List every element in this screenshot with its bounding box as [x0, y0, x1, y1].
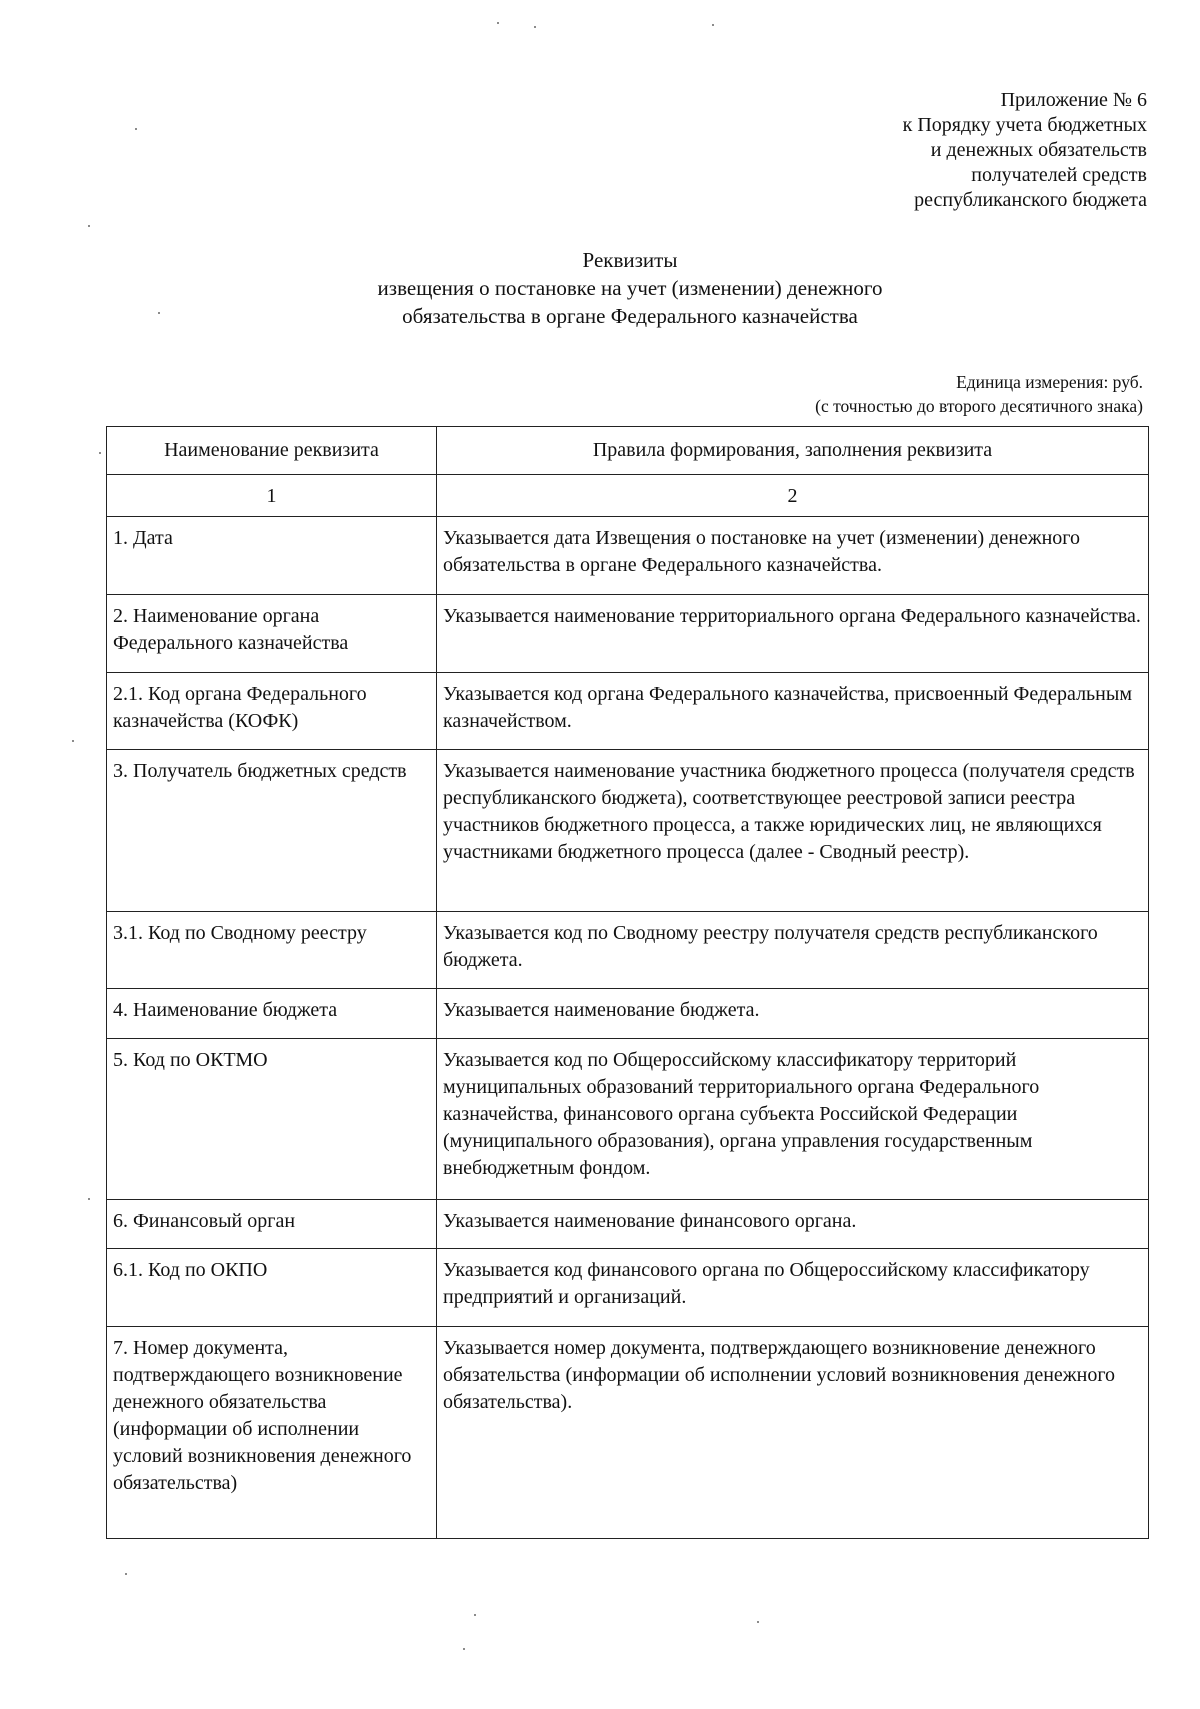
- requisites-table: [106, 426, 1149, 1539]
- column-number: 2: [437, 475, 1149, 517]
- scan-speck: [463, 1648, 465, 1650]
- scan-speck: [88, 225, 90, 227]
- scan-speck: [497, 22, 499, 24]
- annex-line: республиканского бюджета: [914, 189, 1147, 211]
- requisite-rule: Указывается наименование финансового органа.: [437, 1200, 1149, 1249]
- requisite-name: 6.1. Код по ОКПО: [107, 1249, 437, 1327]
- table-row: [107, 673, 1149, 750]
- requisite-rule: Указывается дата Извещения о постановке на учет (изменении) денежного обязательства в органе Федерального казначейства.: [437, 517, 1149, 595]
- table-row: [107, 1249, 1149, 1327]
- requisite-name: 1. Дата: [107, 517, 437, 595]
- column-header-rules: Правила формирования, заполнения реквизита: [437, 427, 1149, 475]
- table-row: [107, 1200, 1149, 1249]
- scan-speck: [125, 1573, 127, 1575]
- requisite-rule: Указывается код органа Федерального казначейства, присвоенный Федеральным казначейством.: [437, 673, 1149, 750]
- annex-heading: [903, 88, 1147, 213]
- table-row: [107, 750, 1149, 912]
- table-row: [107, 989, 1149, 1039]
- requisite-rule: Указывается код по Сводному реестру получателя средств республиканского бюджета.: [437, 912, 1149, 989]
- requisite-rule: Указывается наименование бюджета.: [437, 989, 1149, 1039]
- table-header-row: [107, 427, 1149, 475]
- unit-note: (с точностью до второго десятичного знака): [815, 396, 1143, 416]
- table-row: [107, 1039, 1149, 1200]
- document-title: [0, 246, 1200, 330]
- table-row: [107, 595, 1149, 673]
- unit-of-measure: [815, 370, 1143, 418]
- scan-speck: [712, 24, 714, 26]
- table-row: [107, 1327, 1149, 1539]
- column-header-name: Наименование реквизита: [107, 427, 437, 475]
- scan-speck: [72, 740, 74, 742]
- requisite-rule: Указывается код по Общероссийскому классификатору территорий муниципальных образований территориального органа Федерального казначейства, финансового органа субъекта Российской Федерации (муниципального образования), органа управления государственным внебюджетным фондом.: [437, 1039, 1149, 1200]
- requisite-rule: Указывается наименование территориального органа Федерального казначейства.: [437, 595, 1149, 673]
- annex-line: к Порядку учета бюджетных: [902, 114, 1147, 136]
- scan-speck: [88, 1198, 90, 1200]
- scan-speck: [534, 26, 536, 28]
- title-line: извещения о постановке на учет (изменении) денежного: [377, 276, 883, 300]
- requisite-name: 3. Получатель бюджетных средств: [107, 750, 437, 912]
- unit-line: Единица измерения: руб.: [956, 372, 1143, 392]
- requisite-name: 3.1. Код по Сводному реестру: [107, 912, 437, 989]
- requisite-name: 6. Финансовый орган: [107, 1200, 437, 1249]
- requisite-name: 7. Номер документа, подтверждающего возникновение денежного обязательства (информации об исполнении условий возникновения денежного обязательства): [107, 1327, 437, 1539]
- requisite-rule: Указывается наименование участника бюджетного процесса (получателя средств республиканского бюджета), соответствующее реестровой записи реестра участников бюджетного процесса, а также юридических лиц, не являющихся участниками бюджетного процесса (далее - Сводный реестр).: [437, 750, 1149, 912]
- table-number-row: [107, 475, 1149, 517]
- annex-line: Приложение № 6: [1000, 89, 1147, 111]
- annex-line: и денежных обязательств: [930, 139, 1147, 161]
- title-line: обязательства в органе Федерального казначейства: [402, 304, 858, 328]
- scan-speck: [757, 1621, 759, 1623]
- requisite-name: 2.1. Код органа Федерального казначейства (КОФК): [107, 673, 437, 750]
- requisite-name: 2. Наименование органа Федерального казначейства: [107, 595, 437, 673]
- column-number: 1: [107, 475, 437, 517]
- requisite-name: 5. Код по ОКТМО: [107, 1039, 437, 1200]
- table-row: [107, 912, 1149, 989]
- title-line: Реквизиты: [582, 248, 678, 272]
- requisite-name: 4. Наименование бюджета: [107, 989, 437, 1039]
- annex-line: получателей средств: [971, 164, 1147, 186]
- requisite-rule: Указывается код финансового органа по Общероссийскому классификатору предприятий и организаций.: [437, 1249, 1149, 1327]
- requisite-rule: Указывается номер документа, подтверждающего возникновение денежного обязательства (информации об исполнении условий возникновения денежного обязательства).: [437, 1327, 1149, 1539]
- table-row: [107, 517, 1149, 595]
- scan-speck: [474, 1614, 476, 1616]
- scan-speck: [99, 452, 101, 454]
- scan-speck: [135, 128, 137, 130]
